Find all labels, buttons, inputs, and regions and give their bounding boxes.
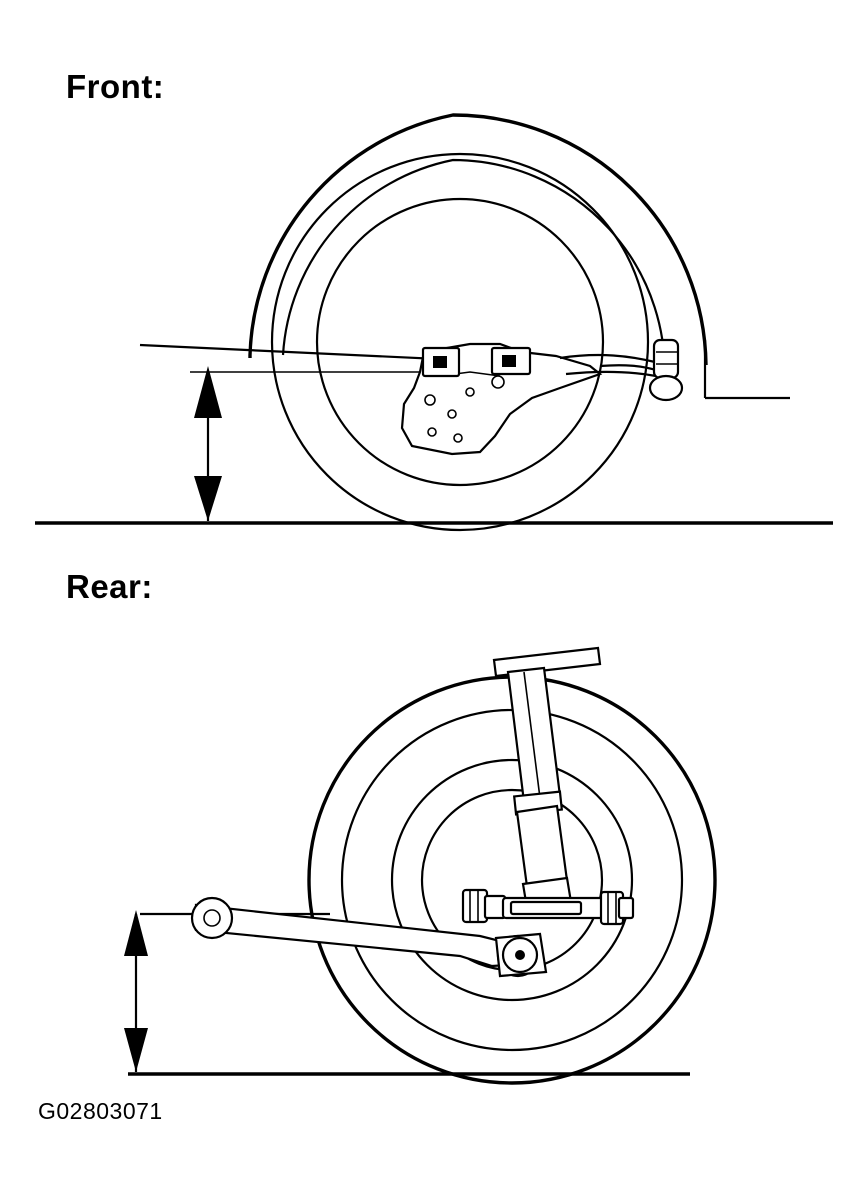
tire-icon [309,677,715,1083]
shock-absorber-icon [494,648,600,908]
dimension-arrow-icon [124,910,148,1072]
rear-suspension-illustration [124,648,715,1083]
figure-caption: G02803071 [38,1098,163,1124]
dimension-arrow-icon [194,366,222,521]
front-suspension-illustration [35,115,833,530]
front-reference-line [140,345,460,360]
section-label-rear: Rear: [66,568,153,605]
section-label-front: Front: [66,68,165,105]
tire-icon [250,115,706,530]
